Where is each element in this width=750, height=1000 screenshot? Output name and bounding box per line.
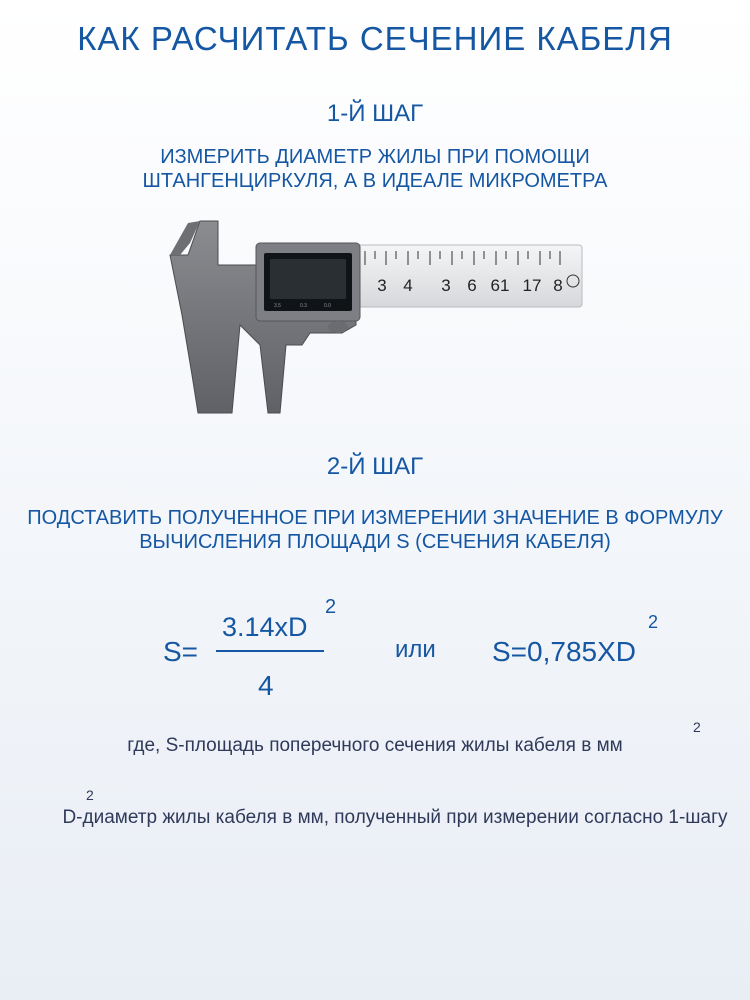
note-area-exponent: 2 [693,719,701,735]
svg-text:0.3: 0.3 [300,303,307,309]
scale-digit: 17 [522,276,542,295]
digital-caliper-image [160,215,590,425]
scale-digit: 8 [553,276,563,295]
scale-digit: 6 [467,276,477,295]
formula-lhs: S= [163,636,199,667]
scale-digit: 3 [377,276,387,295]
svg-text:0.0: 0.0 [324,303,331,309]
formula-numerator: 3.14xD [222,612,308,642]
formula-or: или [395,636,436,663]
formula-alternative: S=0,785XD [492,636,636,667]
scale-digit: 4 [403,276,413,295]
formula-denominator: 4 [258,670,274,701]
note-area-definition: где, S-площадь поперечного сечения жилы кабеля в мм [127,735,623,756]
step2-heading: 2-Й ШАГ [326,453,424,480]
formula-numerator-exponent: 2 [325,596,337,618]
step2-description: ПОДСТАВИТЬ ПОЛУЧЕННОЕ ПРИ ИЗМЕРЕНИИ ЗНАЧЕНИЕ В ФОРМУЛУ ВЫЧИСЛЕНИЯ ПЛОЩАДИ S (СЕЧЕНИЯ КАБЕЛЯ) [27,507,723,553]
note-diameter-definition: D-диаметр жилы кабеля в мм, полученный при измерении согласно 1-шагу [62,807,728,828]
step1-heading: 1-Й ШАГ [326,100,424,127]
page-title: КАК РАСЧИТАТЬ СЕЧЕНИЕ КАБЕЛЯ [77,20,673,57]
step1-description: ИЗМЕРИТЬ ДИАМЕТР ЖИЛЫ ПРИ ПОМОЩИ ШТАНГЕНЦИРКУЛЯ, А В ИДЕАЛЕ МИКРОМЕТРА [142,146,608,192]
scale-digit: 3 [441,276,451,295]
scale-digit: 61 [490,276,510,295]
note-diameter-exponent: 2 [86,787,94,803]
fraction-bar [216,650,324,652]
formula-alternative-exponent: 2 [648,612,659,632]
svg-text:3.5: 3.5 [274,303,281,309]
